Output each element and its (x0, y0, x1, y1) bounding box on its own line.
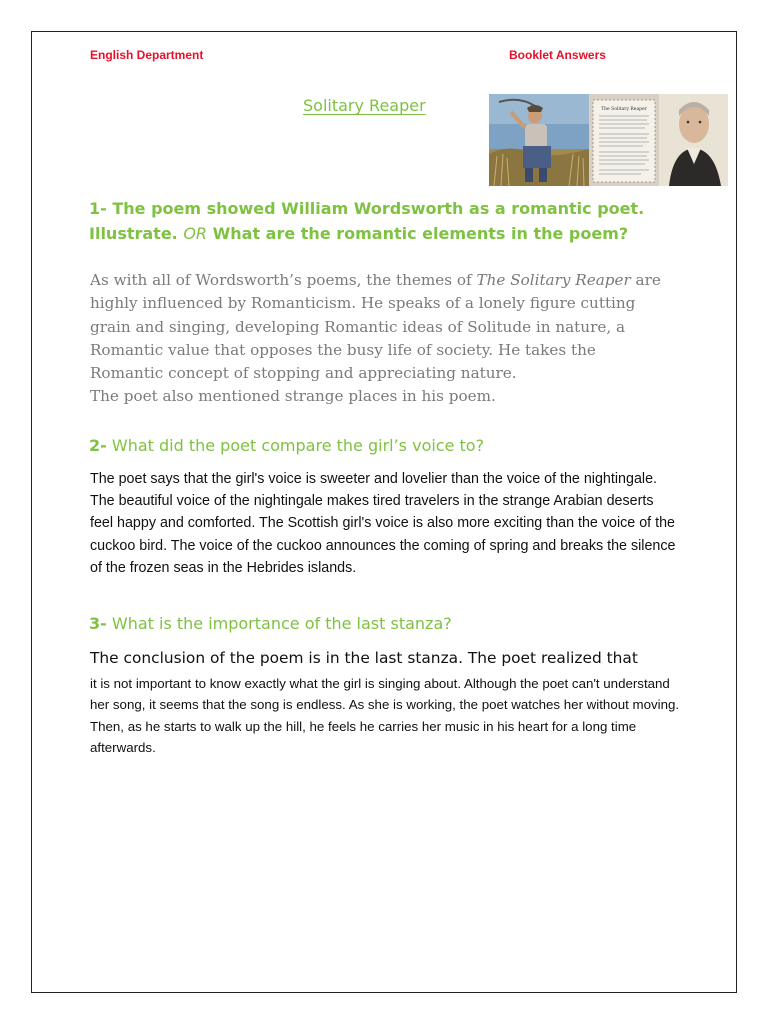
illustration-poem-heading: The Solitary Reaper (601, 107, 647, 112)
answer-1-part1: As with all of Wordsworth’s poems, the themes of (90, 271, 477, 289)
question-2 (89, 436, 484, 455)
question-1-line2a: Illustrate. (89, 224, 184, 243)
question-3-text: What is the importance of the last stanza? (106, 614, 452, 633)
answer-3: it is not important to know exactly what the girl is singing about. Although the poet can't understand her song, it seems that the song is endless. As she is working, the poet watches her without moving. Then, as he starts to walk up the hill, he feels he carries her music in his heart for a long time afterwards. (90, 676, 680, 755)
answer-3-lead: The conclusion of the poem is in the last stanza. The poet realized that (90, 649, 638, 667)
answer-1-part2: are highly influenced by Romanticism. He speaks of a lonely figure cutting grain and singing, developing Romantic ideas of Solitude in nature, a Romantic value that opposes the busy life of society. He takes the Romantic concept of stopping and appreciating nature. (90, 271, 661, 383)
question-3-number: 3- (89, 614, 107, 633)
question-2-text: What did the poet compare the girl’s voice to? (106, 436, 485, 455)
answer-1 (90, 269, 670, 409)
question-1-or: OR (183, 224, 208, 243)
answer-1-last-line: The poet also mentioned strange places in his poem. (90, 387, 496, 406)
question-1 (89, 196, 669, 246)
page-title: Solitary Reaper (303, 96, 426, 115)
answer-1-poem-title: The Solitary Reaper (476, 271, 631, 289)
header-booklet: Booklet Answers (509, 48, 606, 62)
question-1-line2b: What are the romantic elements in the poem? (207, 224, 629, 243)
question-1-number: 1- (89, 199, 107, 218)
question-2-number: 2- (89, 436, 107, 455)
question-3 (89, 614, 452, 633)
reaper-and-poet-illustration (489, 94, 728, 186)
header-department: English Department (90, 48, 204, 62)
answer-2: The poet says that the girl's voice is sweeter and lovelier than the voice of the nightingale. The beautiful voice of the nightingale makes tired travelers in the strange Arabian deserts feel happy and comforted. The Scottish girl's voice is also more exciting than the voice of the cuckoo bird. The voice of the cuckoo announces the coming of spring and breaks the silence of the frozen seas in the Hebrides islands. (90, 471, 676, 576)
question-1-line1: The poem showed William Wordsworth as a romantic poet. (106, 199, 645, 218)
